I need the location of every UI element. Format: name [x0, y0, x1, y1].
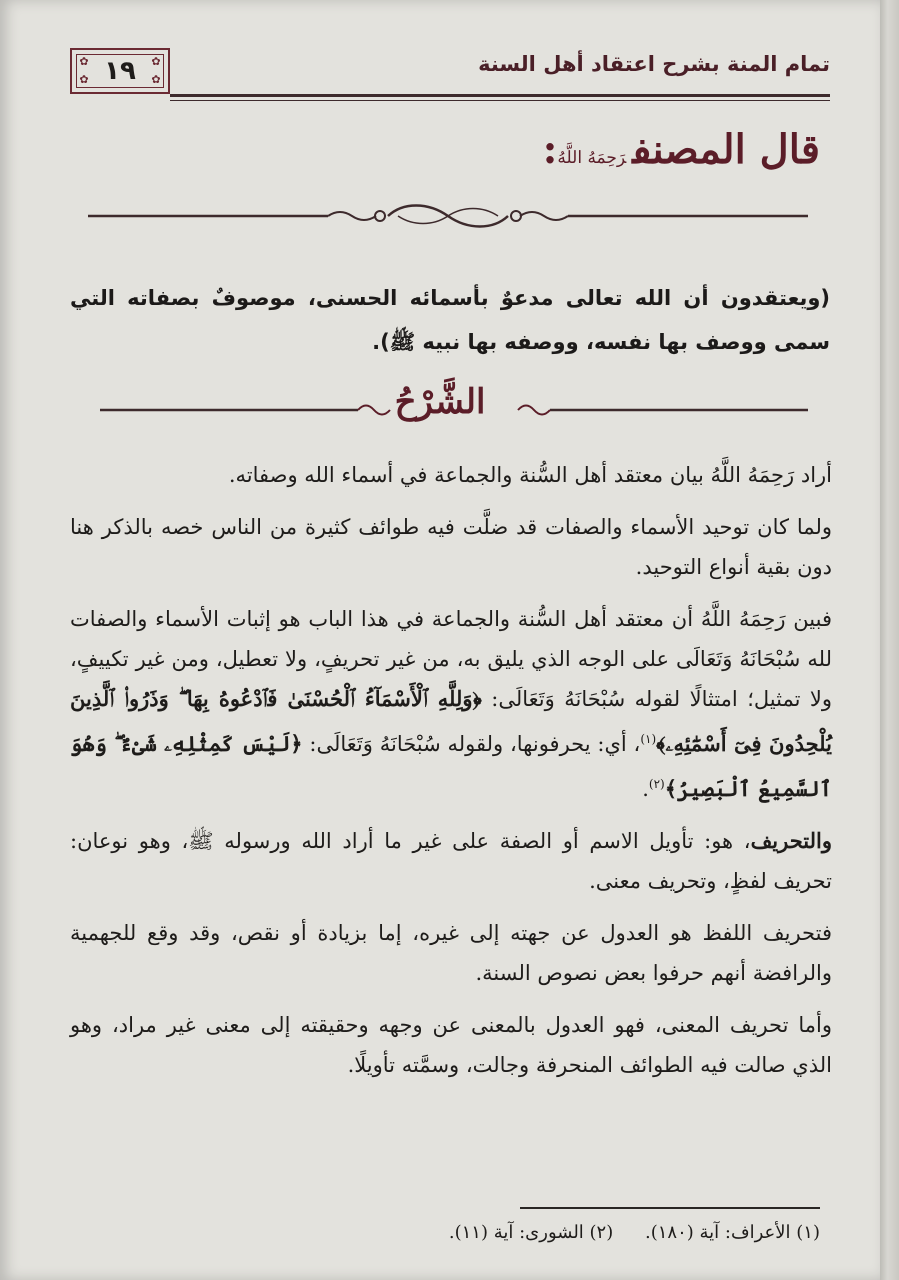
commentary-body [70, 455, 832, 1097]
footnote-ref-2: (٢) [648, 777, 665, 791]
footnote-rule [520, 1207, 820, 1209]
paragraph-3-text-a: فبين رَحِمَهُ اللَّهُ أن معتقد أهل السُّنة والجماعة في هذا الباب هو إثبات الأسماء والصفات لله سُبْحَانَهُ وَتَعَالَى على الوجه الذي يليق به، من غير تحريفٍ، ولا تعطيل، ومن غير تكييفٍ، ولا تمثيل؛ امتثالًا لقوله سُبْحَانَهُ وَتَعَالَى: [70, 607, 832, 711]
paragraph-1 [70, 455, 832, 495]
page-number: ١٩ [104, 56, 136, 86]
running-header [70, 40, 830, 100]
ornament-icon: ✿ [79, 55, 89, 68]
footnote-2: (٢) الشورى: آية (١١). [448, 1222, 614, 1243]
page-spine-edge [880, 0, 899, 1280]
paragraph-1-text: أراد رَحِمَهُ اللَّهُ بيان معتقد أهل السُّنة والجماعة في أسماء الله وصفاته. [228, 463, 832, 487]
ornament-icon: ✿ [151, 55, 161, 68]
ornament-icon: ✿ [151, 73, 161, 86]
paragraph-2 [70, 507, 832, 587]
paragraph-6 [70, 1005, 832, 1085]
book-title: تمام المنة بشرح اعتقاد أهل السنة [478, 52, 830, 76]
author-heading-title: قال المصنف [632, 126, 820, 173]
paragraph-3-text-c: . [642, 777, 649, 801]
paragraph-5-text: فتحريف اللفظ هو العدول عن جهته إلى غيره، إما بزيادة أو نقص، وقد وقع للجهمية والرافضة أنهم حرفوا بعض نصوص السنة. [70, 921, 832, 985]
scroll-ornament-icon [88, 196, 808, 236]
paragraph-4-text: ، هو: تأويل الاسم أو الصفة على غير ما أراد الله ورسوله ﷺ، وهو نوعان: تحريف لفظٍ، وتحريف معنى. [70, 829, 832, 893]
ornamental-divider-top [88, 196, 808, 236]
paragraph-6-text: وأما تحريف المعنى، فهو العدول بالمعنى عن وجهه وحقيقته إلى معنى غير مراد، وهو الذي صالت فيه الطوائف المنحرفة وجالت، وسمَّته تأويلًا. [70, 1013, 832, 1077]
term-tahrif: والتحريف [750, 828, 832, 853]
quran-verse-1: ﴿وَلِلَّهِ ٱلْأَسْمَآءُ ٱلْحُسْنَىٰ فَٱدْعُوهُ بِهَا ۖ وَذَرُوا۟ ٱلَّذِينَ يُلْحِدُونَ فِىٓ أَسْمَٰٓئِهِۦ﴾ [70, 686, 832, 756]
author-heading [543, 126, 820, 173]
page-number-frame [70, 48, 170, 94]
paragraph-4 [70, 821, 832, 901]
sharh-title: الشَّرْحُ [394, 382, 486, 422]
paragraph-2-text: ولما كان توحيد الأسماء والصفات قد ضلَّت فيه طوائف كثيرة من الناس خصه بالذكر هنا دون بقية أنواع التوحيد. [70, 515, 832, 579]
quran-verse-2: ﴿لَيْسَ كَمِثْلِهِۦ شَىْءٌ ۖ وَهُوَ ٱلسَّمِيعُ ٱلْبَصِيرُ﴾ [70, 731, 832, 801]
author-honorific: رَحِمَهُ اللَّهُ [557, 148, 627, 168]
paragraph-3-text-b: ، أي: يحرفونها، ولقوله سُبْحَانَهُ وَتَعَالَى: [309, 732, 641, 756]
paragraph-3 [70, 599, 832, 809]
footnote-ref-1: (١) [640, 732, 657, 746]
footnotes [60, 1222, 820, 1243]
author-text-matn: (ويعتقدون أن الله تعالى مدعوٌ بأسمائه الحسنى، موصوفٌ بصفاته التي سمى ووصف بها نفسه، ووصفه بها نبيه ﷺ). [70, 286, 830, 354]
footnote-1: (١) الأعراف: آية (١٨٠). [644, 1222, 820, 1243]
ornament-icon: ✿ [79, 73, 89, 86]
author-heading-colon: : [542, 126, 558, 173]
header-rule [170, 94, 830, 101]
paragraph-5 [70, 913, 832, 993]
